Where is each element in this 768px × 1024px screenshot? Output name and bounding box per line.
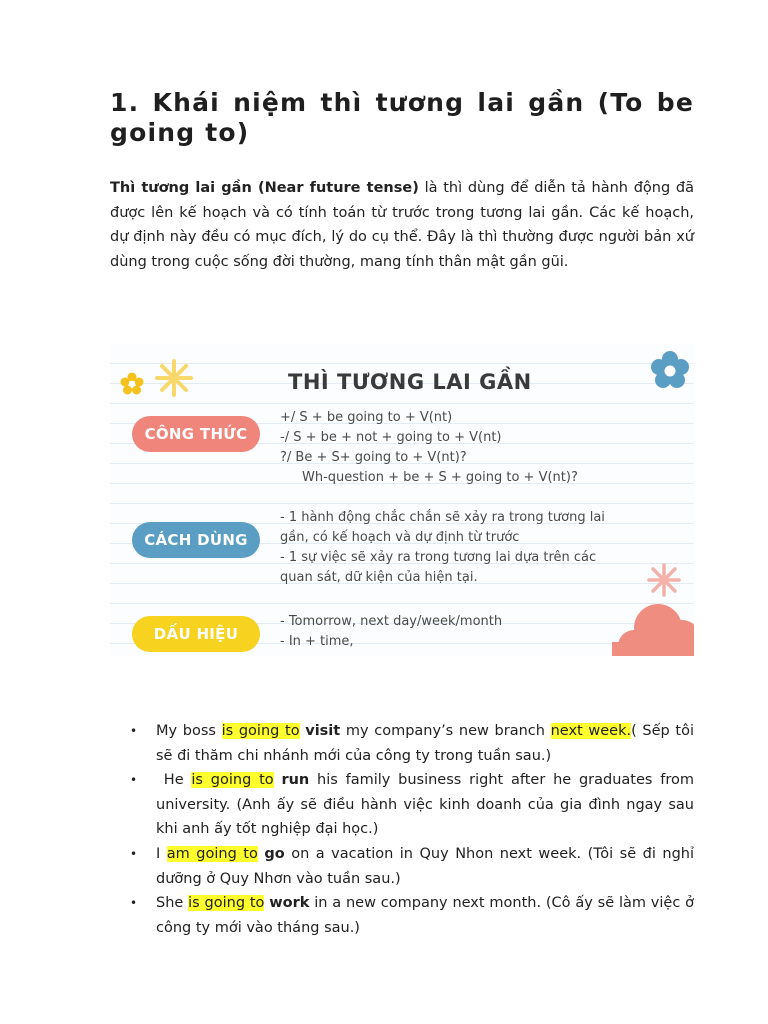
list-item — [110, 842, 694, 891]
signs-label: DẤU HIỆU — [132, 616, 260, 652]
example-text: in a new company next month. (Cô ấy sẽ làm việc ở công ty mới vào tháng sau.) — [156, 895, 695, 936]
formula-label: CÔNG THỨC — [132, 416, 260, 452]
usage-line: - 1 sự việc sẽ xảy ra trong tương lai dựa trên các — [280, 550, 597, 565]
example-text: My boss — [156, 723, 222, 739]
highlight: am going to — [166, 845, 258, 862]
usage-line: - 1 hành động chắc chắn sẽ xảy ra trong tương lai — [280, 510, 605, 525]
example-list — [110, 719, 694, 940]
yellow-asterisk-icon — [154, 358, 194, 398]
infographic — [110, 344, 694, 656]
infographic-title: THÌ TƯƠNG LAI GẦN — [288, 370, 532, 394]
example-text: He — [156, 772, 192, 789]
verb: go — [264, 845, 285, 862]
example-text: on a vacation in Quy Nhon next week. (Tôi sẽ đi nghỉ dưỡng ở Quy Nhơn vào tuần sau.) — [156, 845, 694, 887]
usage-lines — [280, 508, 680, 588]
formula-line: +/ S + be going to + V(nt) — [280, 410, 453, 425]
bullet: • — [130, 846, 138, 861]
formula-line: Wh-question + be + S + going to + V(nt)? — [302, 470, 578, 485]
example-text: I — [156, 845, 167, 862]
signs-line: - In + time, — [280, 634, 354, 649]
highlight: next week. — [550, 723, 632, 739]
verb: run — [281, 772, 310, 789]
usage-label: CÁCH DÙNG — [132, 522, 260, 558]
blue-flower-icon — [650, 350, 690, 390]
bullet: • — [130, 773, 138, 788]
example-text: his family business right after he graduates from university. (Anh ấy sẽ điều hành việc kinh doanh của gia đình ngay sau khi anh ấy tốt nghiệp đại học.) — [156, 772, 695, 838]
usage-line: quan sát, dữ kiện của hiện tại. — [280, 570, 478, 585]
highlight: is going to — [191, 772, 274, 789]
formula-line: ?/ Be + S+ going to + V(nt)? — [280, 450, 467, 465]
list-item — [110, 891, 694, 940]
list-item — [110, 719, 694, 768]
intro-bold-term: Thì tương lai gần (Near future tense) — [110, 180, 419, 196]
verb: visit — [305, 723, 341, 739]
intro-paragraph — [110, 176, 694, 274]
example-text: my company’s new branch — [340, 723, 551, 739]
example-text: ( Sếp tôi sẽ đi thăm chi nhánh mới của công ty trong tuần sau.) — [156, 723, 695, 764]
bullet: • — [130, 724, 138, 738]
example-text: She — [156, 895, 189, 912]
formula-lines — [280, 408, 680, 488]
usage-line: gần, có kế hoạch và dự định từ trước — [280, 530, 520, 545]
signs-lines — [280, 612, 680, 652]
formula-line: -/ S + be + not + going to + V(nt) — [280, 430, 502, 445]
verb: work — [269, 895, 310, 912]
page-title: 1. Khái niệm thì tương lai gần (To be going to) — [110, 88, 694, 147]
small-yellow-flower-icon — [120, 372, 144, 396]
signs-line: - Tomorrow, next day/week/month — [280, 614, 503, 629]
highlight: is going to — [188, 895, 265, 912]
highlight: is going to — [221, 723, 300, 739]
bullet: • — [130, 896, 138, 911]
list-item — [110, 768, 694, 842]
intro-text: là thì dùng để diễn tả hành động đã được lên kế hoạch và có tính toán từ trước trong tương lai gần. Các kế hoạch, dự định này đều có mục đích, lý do cụ thể. Đây là thì thường được người bản xứ dùng trong cuộc sống đời thường, mang tính thân mật gần gũi. — [110, 180, 694, 270]
